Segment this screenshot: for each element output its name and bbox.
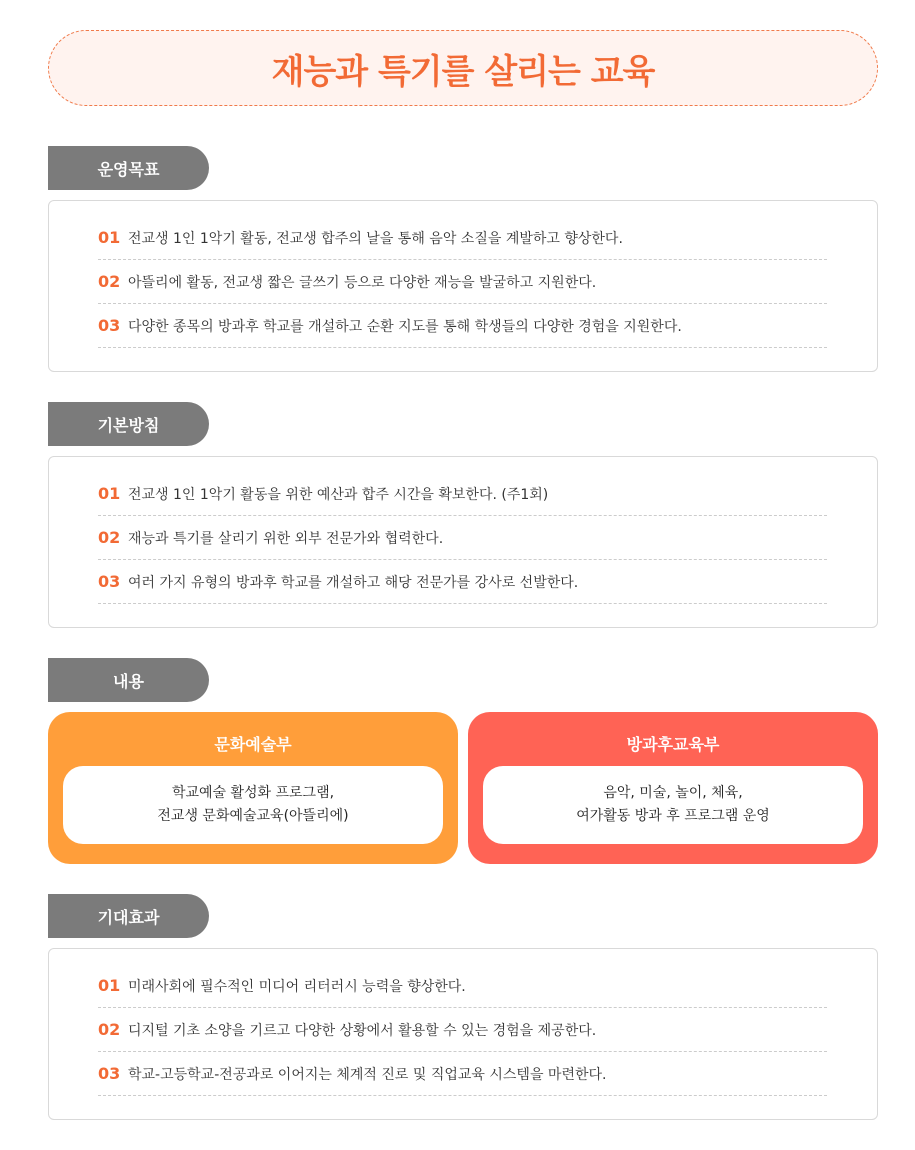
item-text: 여러 가지 유형의 방과후 학교를 개설하고 해당 전문가를 강사로 선발한다. (128, 574, 579, 591)
list-item (98, 516, 827, 560)
card-line: 여가활동 방과 후 프로그램 운영 (576, 808, 770, 824)
effects-list (48, 948, 878, 1120)
list-item (98, 216, 827, 260)
item-number: 01 (98, 976, 121, 995)
item-text: 재능과 특기를 살리기 위한 외부 전문가와 협력한다. (128, 530, 444, 547)
list-item (98, 260, 827, 304)
section-tab-content: 내용 (48, 658, 209, 702)
item-text: 전교생 1인 1악기 활동, 전교생 합주의 날을 통해 음악 소질을 계발하고 향상한다. (128, 230, 623, 247)
list-item (98, 964, 827, 1008)
list-item (98, 472, 827, 516)
item-number: 01 (98, 228, 121, 247)
card-title: 방과후교육부 (626, 735, 720, 754)
list-item (98, 304, 827, 348)
section-tab-policy: 기본방침 (48, 402, 209, 446)
list-item (98, 1052, 827, 1096)
policy-list (48, 456, 878, 628)
culture-arts-card (48, 712, 458, 864)
item-text: 다양한 종목의 방과후 학교를 개설하고 순환 지도를 통해 학생들의 다양한 경험을 지원한다. (128, 318, 682, 335)
item-number: 03 (98, 316, 121, 335)
item-number: 02 (98, 528, 121, 547)
item-number: 01 (98, 484, 121, 503)
item-number: 02 (98, 272, 121, 291)
card-body (483, 766, 863, 844)
section-tab-effects: 기대효과 (48, 894, 209, 938)
goals-list (48, 200, 878, 372)
card-title: 문화예술부 (214, 735, 292, 754)
card-line: 전교생 문화예술교육(아뜰리에) (157, 808, 349, 824)
item-text: 미래사회에 필수적인 미디어 리터러시 능력을 향상한다. (128, 978, 466, 995)
item-text: 학교-고등학교-전공과로 이어지는 체계적 진로 및 직업교육 시스템을 마련한다. (128, 1066, 607, 1083)
list-item (98, 1008, 827, 1052)
page-title: 재능과 특기를 살리는 교육 (271, 51, 655, 92)
section-tab-goals: 운영목표 (48, 146, 209, 190)
item-number: 02 (98, 1020, 121, 1039)
card-line: 음악, 미술, 놀이, 체육, (603, 785, 743, 801)
card-body (63, 766, 443, 844)
card-line: 학교예술 활성화 프로그램, (171, 785, 335, 801)
item-number: 03 (98, 1064, 121, 1083)
list-item (98, 560, 827, 604)
after-school-card (468, 712, 878, 864)
item-text: 아뜰리에 활동, 전교생 짧은 글쓰기 등으로 다양한 재능을 발굴하고 지원한다. (128, 274, 597, 291)
title-banner (48, 30, 878, 106)
item-number: 03 (98, 572, 121, 591)
item-text: 디지털 기초 소양을 기르고 다양한 상황에서 활용할 수 있는 경험을 제공한다. (128, 1022, 597, 1039)
item-text: 전교생 1인 1악기 활동을 위한 예산과 합주 시간을 확보한다. (주1회) (128, 486, 549, 503)
